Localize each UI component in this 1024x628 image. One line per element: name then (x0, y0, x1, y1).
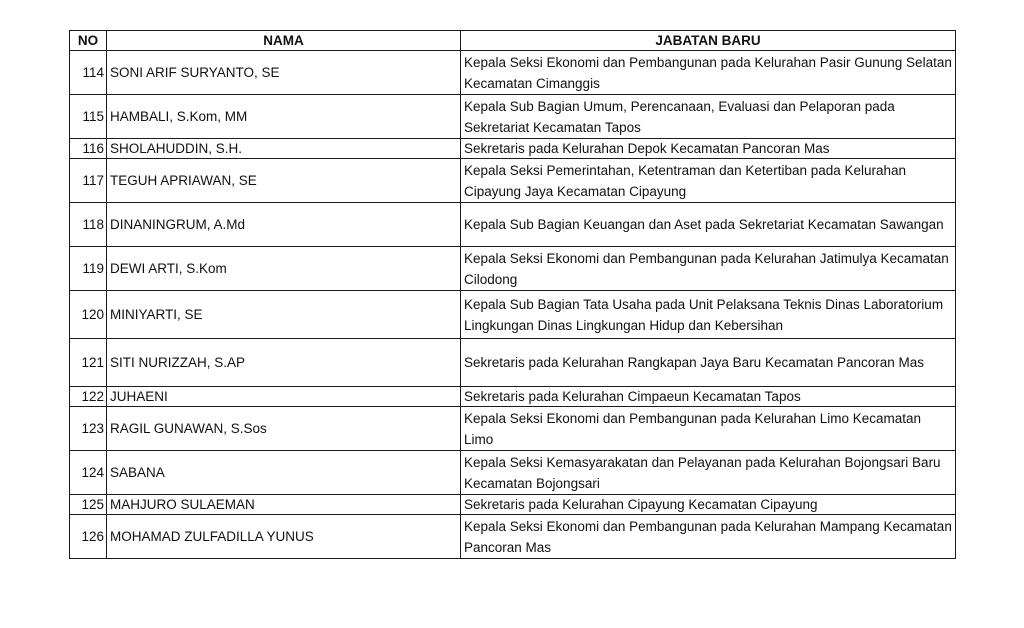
row-number: 122 (70, 387, 107, 407)
new-position: Kepala Seksi Ekonomi dan Pembangunan pada Kelurahan Jatimulya Kecamatan Cilodong (461, 247, 956, 291)
table-row (70, 139, 956, 159)
new-position: Kepala Seksi Pemerintahan, Ketentraman dan Ketertiban pada Kelurahan Cipayung Jaya Kecamatan Cipayung (461, 159, 956, 203)
employee-name: DEWI ARTI, S.Kom (107, 247, 461, 291)
table-row (70, 451, 956, 495)
new-position: Kepala Seksi Ekonomi dan Pembangunan pada Kelurahan Mampang Kecamatan Pancoran Mas (461, 515, 956, 559)
table-row (70, 247, 956, 291)
table-row (70, 51, 956, 95)
new-position: Sekretaris pada Kelurahan Rangkapan Jaya Baru Kecamatan Pancoran Mas (461, 339, 956, 387)
table-row (70, 515, 956, 559)
employee-name: MOHAMAD ZULFADILLA YUNUS (107, 515, 461, 559)
table-row (70, 495, 956, 515)
header-job: JABATAN BARU (461, 31, 956, 51)
table-row (70, 339, 956, 387)
row-number: 117 (70, 159, 107, 203)
row-number: 118 (70, 203, 107, 247)
table-row (70, 291, 956, 339)
new-position: Kepala Seksi Ekonomi dan Pembangunan pada Kelurahan Pasir Gunung Selatan Kecamatan Cimanggis (461, 51, 956, 95)
new-position: Kepala Seksi Kemasyarakatan dan Pelayanan pada Kelurahan Bojongsari Baru Kecamatan Bojongsari (461, 451, 956, 495)
header-no: NO (70, 31, 107, 51)
header-row (70, 31, 956, 51)
row-number: 125 (70, 495, 107, 515)
employee-name: MINIYARTI, SE (107, 291, 461, 339)
new-position: Kepala Sub Bagian Keuangan dan Aset pada Sekretariat Kecamatan Sawangan (461, 203, 956, 247)
new-position: Kepala Sub Bagian Umum, Perencanaan, Evaluasi dan Pelaporan pada Sekretariat Kecamatan Tapos (461, 95, 956, 139)
employee-name: SHOLAHUDDIN, S.H. (107, 139, 461, 159)
row-number: 115 (70, 95, 107, 139)
row-number: 126 (70, 515, 107, 559)
row-number: 114 (70, 51, 107, 95)
header-name: NAMA (107, 31, 461, 51)
new-position: Sekretaris pada Kelurahan Cimpaeun Kecamatan Tapos (461, 387, 956, 407)
new-position: Kepala Seksi Ekonomi dan Pembangunan pada Kelurahan Limo Kecamatan Limo (461, 407, 956, 451)
employee-name: MAHJURO SULAEMAN (107, 495, 461, 515)
row-number: 123 (70, 407, 107, 451)
new-position: Sekretaris pada Kelurahan Cipayung Kecamatan Cipayung (461, 495, 956, 515)
table-row (70, 387, 956, 407)
table-row (70, 95, 956, 139)
employee-name: SONI ARIF SURYANTO, SE (107, 51, 461, 95)
row-number: 121 (70, 339, 107, 387)
table-row (70, 203, 956, 247)
employee-name: RAGIL GUNAWAN, S.Sos (107, 407, 461, 451)
row-number: 116 (70, 139, 107, 159)
new-position: Sekretaris pada Kelurahan Depok Kecamatan Pancoran Mas (461, 139, 956, 159)
row-number: 119 (70, 247, 107, 291)
row-number: 124 (70, 451, 107, 495)
employee-name: SABANA (107, 451, 461, 495)
employee-name: TEGUH APRIAWAN, SE (107, 159, 461, 203)
table-row (70, 159, 956, 203)
employee-name: JUHAENI (107, 387, 461, 407)
personnel-table (69, 30, 956, 559)
employee-name: SITI NURIZZAH, S.AP (107, 339, 461, 387)
row-number: 120 (70, 291, 107, 339)
table-row (70, 407, 956, 451)
employee-name: HAMBALI, S.Kom, MM (107, 95, 461, 139)
employee-name: DINANINGRUM, A.Md (107, 203, 461, 247)
new-position: Kepala Sub Bagian Tata Usaha pada Unit Pelaksana Teknis Dinas Laboratorium Lingkungan Dinas Lingkungan Hidup dan Kebersihan (461, 291, 956, 339)
